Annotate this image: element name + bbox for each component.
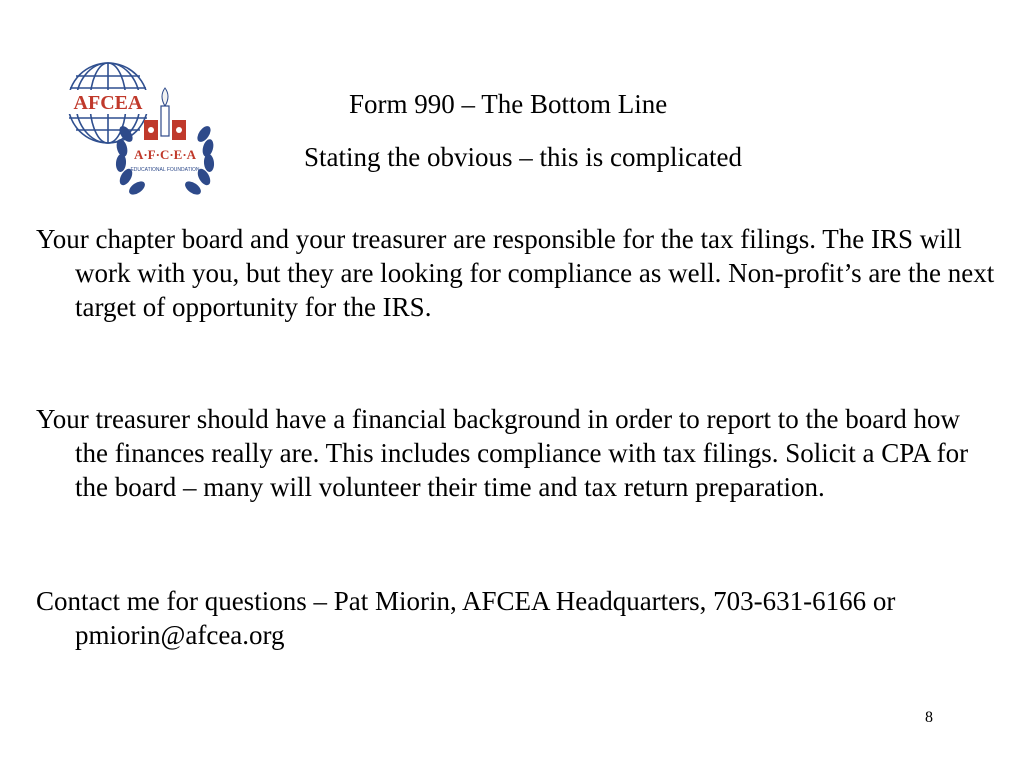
page-number: 8 [925,709,933,726]
slide-subtitle: Stating the obvious – this is complicated [304,142,742,172]
paragraph-responsibility: Your chapter board and your treasurer are responsible for the tax filings. The IRS will work with you, but they are looking for compliance as well. Non-profit’s are the next target of opportunity for the IRS. [36,224,995,322]
slide-body-2 [36,402,996,504]
slide-title: Form 990 – The Bottom Line [349,89,668,119]
seal-subtext: EDUCATIONAL FOUNDATION [130,167,200,173]
paragraph-treasurer: Your treasurer should have a financial background in order to report to the board how the finances really are. This includes compliance with tax filings. Solicit a CPA for the board – many will volunteer their time and tax return preparation. [36,404,969,502]
afcea-logo [64,56,218,198]
torch-icon [161,88,169,136]
paragraph-contact: Contact me for questions – Pat Miorin, AFCEA Headquarters, 703-631-6166 or pmiorin@afcea.org [36,586,896,650]
slide-body [36,222,996,324]
logo-main-text: AFCEA [73,92,143,114]
slide-body-3 [36,584,996,652]
seal-text: A·F·C·E·A [133,147,197,162]
